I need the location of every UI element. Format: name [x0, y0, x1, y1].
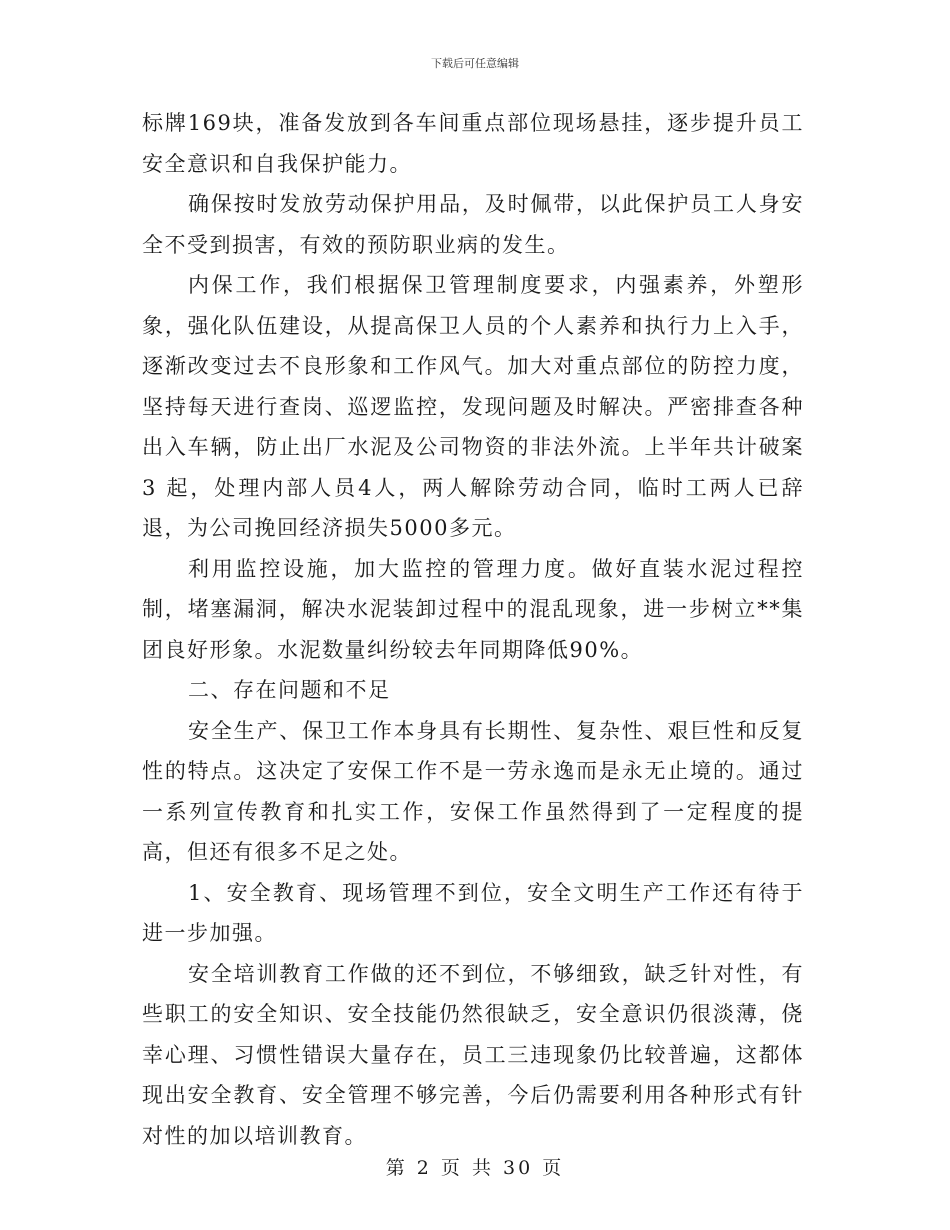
paragraph-internal-security: 内保工作，我们根据保卫管理制度要求，内强素养，外塑形象，强化队伍建设，从提高保卫人员的个人素养和执行力上入手，逐渐改变过去不良形象和工作风气。加大对重点部位的防控力度，坚持每天进行查岗、巡逻监控，发现问题及时解决。严密排查各种出入车辆，防止出厂水泥及公司物资的非法外流。上半年共计破案 3 起，处理内部人员4人，两人解除劳动合同，临时工两人已辞退，为公司挽回经济损失5000多元。	[142, 273, 804, 540]
page-number-footer: 第 2 页 共 30 页	[385, 1157, 565, 1179]
section-heading-problems: 二、存在问题和不足	[188, 678, 391, 702]
paragraph-continuation: 标牌169块，准备发放到各车间重点部位现场悬挂，逐步提升员工安全意识和自我保护能力。	[142, 111, 804, 176]
page-header: 下载后可任意编辑	[431, 57, 519, 70]
subheading-safety-education: 1、安全教育、现场管理不到位，安全文明生产工作还有待于进一步加强。	[142, 880, 804, 945]
paragraph-safety-training: 安全培训教育工作做的还不到位，不够细致，缺乏针对性，有些职工的安全知识、安全技能仍然很缺乏，安全意识仍很淡薄，侥幸心理、习惯性错误大量存在，员工三违现象仍比较普遍，这都体现出安全教育、安全管理不够完善，今后仍需要利用各种形式有针对性的加以培训教育。	[142, 961, 804, 1148]
document-body	[142, 103, 804, 1156]
paragraph-monitoring: 利用监控设施，加大监控的管理力度。做好直装水泥过程控制，堵塞漏洞，解决水泥装卸过程中的混乱现象，进一步树立**集团良好形象。水泥数量纠纷较去年同期降低90%。	[142, 556, 804, 662]
paragraph-protective-equipment: 确保按时发放劳动保护用品，及时佩带，以此保护员工人身安全不受到损害，有效的预防职业病的发生。	[142, 192, 804, 257]
paragraph-problems-intro: 安全生产、保卫工作本身具有长期性、复杂性、艰巨性和反复性的特点。这决定了安保工作不是一劳永逸而是永无止境的。通过一系列宣传教育和扎实工作，安保工作虽然得到了一定程度的提高，但还有很多不足之处。	[142, 718, 804, 864]
